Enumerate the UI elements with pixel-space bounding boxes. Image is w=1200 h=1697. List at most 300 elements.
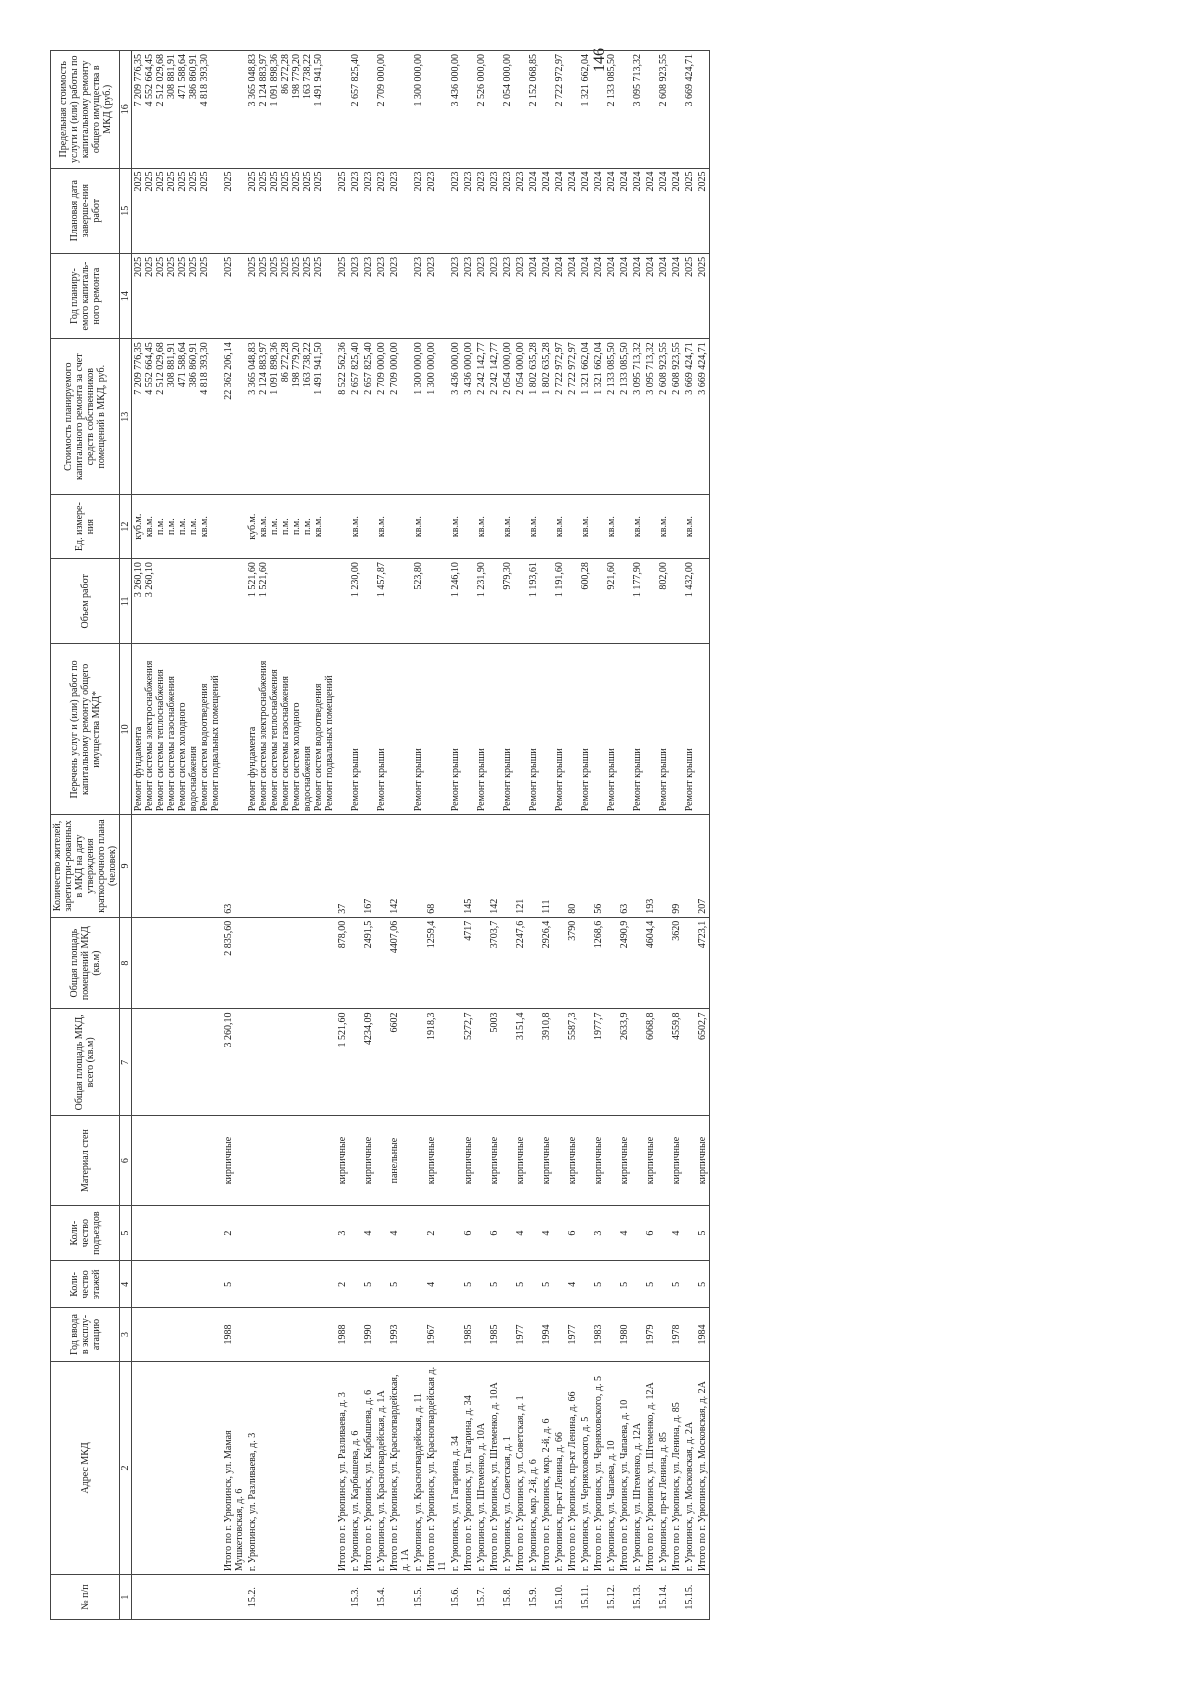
cell-cost: 1 802 635,28	[540, 339, 553, 495]
cell-work: Ремонт крыши	[605, 644, 618, 815]
cell-mat	[132, 1116, 223, 1206]
cell-limit: 1 300 000,00	[412, 51, 425, 169]
cell-area	[631, 1009, 644, 1116]
cell-address: Итого по г. Урюпинск, ул. Советская, д. 1	[514, 1361, 527, 1574]
table-row	[412, 51, 425, 1620]
table-row	[527, 51, 540, 1620]
column-header: Стоимость планируемого капитального ремонта за счет средств собственников помещений в МКД, руб.	[51, 339, 120, 495]
cell-vol: 1 177,90	[631, 559, 644, 644]
column-number: 1	[120, 1575, 132, 1620]
cell-work	[592, 644, 605, 815]
cell-work: Ремонт крыши	[579, 644, 592, 815]
cell-unit: куб.м. кв.м. п.м. п.м. п.м. п.м. кв.м.	[246, 495, 336, 559]
cell-ycap: 2025	[683, 253, 696, 338]
cell-ycap: 2024	[566, 253, 579, 338]
cell-ycap: 2025 2025 2025 2025 2025 2025 2025	[246, 253, 336, 338]
cell-area: 4559,8	[670, 1009, 683, 1116]
cell-vol	[222, 559, 246, 644]
cell-limit	[336, 51, 349, 169]
cell-floors	[349, 1261, 362, 1308]
cell-cost: 1 321 662,04	[592, 339, 605, 495]
cell-floors: 5	[488, 1261, 501, 1308]
cell-vol: 1 230,00	[349, 559, 362, 644]
cell-ycap: 2024	[618, 253, 631, 338]
cell-floors: 4	[566, 1261, 579, 1308]
cell-area2: 2491,5	[362, 917, 375, 1009]
cell-n: 15.5.	[412, 1575, 425, 1620]
cell-resid	[349, 815, 362, 917]
cell-vol: 1 191,60	[553, 559, 566, 644]
cell-limit: 2 054 000,00	[501, 51, 514, 169]
column-header: Общая площадь помещений МКД (кв.м)	[51, 917, 120, 1009]
cell-yend: 2023	[501, 168, 514, 253]
cell-mat	[527, 1116, 540, 1206]
column-number: 14	[120, 253, 132, 338]
column-number: 3	[120, 1308, 132, 1361]
cell-yend: 2024	[605, 168, 618, 253]
cell-work: Ремонт крыши	[683, 644, 696, 815]
cell-n: 15.8.	[501, 1575, 514, 1620]
cell-area	[605, 1009, 618, 1116]
cell-entr	[579, 1205, 592, 1261]
cell-yend: 2023	[449, 168, 462, 253]
cell-mat	[449, 1116, 462, 1206]
cell-entr	[475, 1205, 488, 1261]
cell-mat: кирпичные	[425, 1116, 449, 1206]
column-number: 2	[120, 1361, 132, 1574]
cell-n	[222, 1575, 246, 1620]
cell-address: Итого по г. Урюпинск, ул. Чапаева, д. 10	[618, 1361, 631, 1574]
cell-resid	[631, 815, 644, 917]
cell-unit	[222, 495, 246, 559]
cell-entr	[527, 1205, 540, 1261]
cell-ycap: 2025	[336, 253, 349, 338]
cell-n	[362, 1575, 375, 1620]
total-row	[644, 51, 657, 1620]
cell-n	[618, 1575, 631, 1620]
cell-address: Итого по г. Урюпинск, ул. Разливаева, д. 3	[336, 1361, 349, 1574]
cell-resid: 99	[670, 815, 683, 917]
cell-limit: 3 095 713,32	[631, 51, 644, 169]
cell-yend: 2023	[488, 168, 501, 253]
cell-work	[425, 644, 449, 815]
cell-limit: 2 152 068,85	[527, 51, 540, 169]
cell-entr: 2	[425, 1205, 449, 1261]
cell-entr	[553, 1205, 566, 1261]
cell-ycap: 2025 2025 2025 2025 2025 2025 2025	[132, 253, 223, 338]
cell-address: Итого по г. Урюпинск, ул. Ленина, д. 85	[670, 1361, 683, 1574]
cell-yend: 2024	[540, 168, 553, 253]
cell-vol: 1 457,87	[375, 559, 388, 644]
cell-entr	[349, 1205, 362, 1261]
cell-floors	[631, 1261, 644, 1308]
cell-area	[579, 1009, 592, 1116]
cell-cost: 3 669 424,71	[696, 339, 710, 495]
cell-work: Ремонт крыши	[631, 644, 644, 815]
cell-limit	[514, 51, 527, 169]
cell-cost: 2 657 825,40	[362, 339, 375, 495]
cell-limit	[222, 51, 246, 169]
cell-vol	[362, 559, 375, 644]
cell-cost: 2 608 923,55	[657, 339, 670, 495]
cell-unit	[362, 495, 375, 559]
cell-limit	[618, 51, 631, 169]
cell-entr: 5	[696, 1205, 710, 1261]
cell-resid: 111	[540, 815, 553, 917]
cell-unit: куб.м. кв.м. п.м. п.м. п.м. п.м. кв.м.	[132, 495, 223, 559]
cell-work: Ремонт фундамента Ремонт системы электроснабжения Ремонт системы теплоснабжения Ремонт системы газоснабжения Ремонт систем холодного водоснабжения Ремонт систем водоотведения Ремонт подвальных помещений	[246, 644, 336, 815]
cell-ycap: 2023	[488, 253, 501, 338]
cell-area2	[412, 917, 425, 1009]
cell-work	[644, 644, 657, 815]
cell-resid	[579, 815, 592, 917]
cell-resid	[501, 815, 514, 917]
cell-ycap: 2024	[631, 253, 644, 338]
total-row	[488, 51, 501, 1620]
cell-year: 1985	[488, 1308, 501, 1361]
column-header: Коли-чество подъездов	[51, 1205, 120, 1261]
cell-limit: 2 526 000,00	[475, 51, 488, 169]
cell-work: Ремонт крыши	[449, 644, 462, 815]
cell-ycap: 2023	[475, 253, 488, 338]
cell-year: 1980	[618, 1308, 631, 1361]
cell-work	[336, 644, 349, 815]
cell-yend: 2024	[644, 168, 657, 253]
cell-unit: кв.м.	[683, 495, 696, 559]
cell-address: г. Урюпинск, пр-кт Ленина, д. 85	[657, 1361, 670, 1574]
cell-ycap: 2024	[670, 253, 683, 338]
cell-resid: 167	[362, 815, 375, 917]
cell-ycap: 2024	[527, 253, 540, 338]
cell-mat	[605, 1116, 618, 1206]
cell-limit	[696, 51, 710, 169]
total-row	[336, 51, 349, 1620]
column-header: № п/п	[51, 1575, 120, 1620]
cell-cost: 3 095 713,32	[631, 339, 644, 495]
cell-limit: 2 722 972,97	[553, 51, 566, 169]
cell-n	[566, 1575, 579, 1620]
column-header: Объем работ	[51, 559, 120, 644]
cell-cost: 2 054 000,00	[514, 339, 527, 495]
cell-area2	[657, 917, 670, 1009]
cell-address: Итого по г. Урюпинск, ул. Гагарина, д. 34	[462, 1361, 475, 1574]
cell-work	[670, 644, 683, 815]
cell-resid: 121	[514, 815, 527, 917]
cell-limit	[462, 51, 475, 169]
cell-entr: 4	[514, 1205, 527, 1261]
cell-resid: 63	[222, 815, 246, 917]
cell-area2	[349, 917, 362, 1009]
cell-yend: 2024	[592, 168, 605, 253]
cell-yend: 2023	[362, 168, 375, 253]
cell-n	[488, 1575, 501, 1620]
cell-limit	[566, 51, 579, 169]
cell-floors: 5	[222, 1261, 246, 1308]
cell-address: Итого по г. Урюпинск, мкр. 2-й, д. 6	[540, 1361, 553, 1574]
cell-area2: 2490,9	[618, 917, 631, 1009]
cell-address: г. Урюпинск, ул. Штеменко, д. 12А	[631, 1361, 644, 1574]
cell-yend: 2024	[527, 168, 540, 253]
cell-vol	[566, 559, 579, 644]
cell-cost: 2 133 085,50	[618, 339, 631, 495]
cell-yend: 2023	[475, 168, 488, 253]
cell-resid: 193	[644, 815, 657, 917]
cell-mat	[657, 1116, 670, 1206]
cell-floors: 5	[514, 1261, 527, 1308]
column-number: 5	[120, 1205, 132, 1261]
cell-entr: 4	[362, 1205, 375, 1261]
cell-vol: 3 260,10 3 260,10	[132, 559, 223, 644]
cell-area2	[475, 917, 488, 1009]
cell-area2: 4407,06	[388, 917, 412, 1009]
cell-floors: 5	[670, 1261, 683, 1308]
column-number: 4	[120, 1261, 132, 1308]
cell-work	[462, 644, 475, 815]
cell-entr: 3	[336, 1205, 349, 1261]
cell-floors	[605, 1261, 618, 1308]
cell-unit: кв.м.	[349, 495, 362, 559]
cell-resid: 80	[566, 815, 579, 917]
cell-resid	[605, 815, 618, 917]
cell-address: г. Урюпинск, ул. Советская, д. 1	[501, 1361, 514, 1574]
cell-unit	[514, 495, 527, 559]
cell-unit	[425, 495, 449, 559]
cell-entr: 4	[618, 1205, 631, 1261]
column-number: 11	[120, 559, 132, 644]
cell-ycap: 2024	[553, 253, 566, 338]
cell-year	[683, 1308, 696, 1361]
cell-yend: 2025	[222, 168, 246, 253]
cell-unit	[592, 495, 605, 559]
cell-yend: 2024	[553, 168, 566, 253]
cell-area2	[246, 917, 336, 1009]
cell-unit	[462, 495, 475, 559]
cell-unit	[696, 495, 710, 559]
total-row	[696, 51, 710, 1620]
cell-unit: кв.м.	[579, 495, 592, 559]
cell-floors	[501, 1261, 514, 1308]
cell-area	[657, 1009, 670, 1116]
cell-resid: 142	[488, 815, 501, 917]
cell-year: 1979	[644, 1308, 657, 1361]
cell-floors: 5	[462, 1261, 475, 1308]
cell-vol	[696, 559, 710, 644]
cell-cost: 2 608 923,55	[670, 339, 683, 495]
cell-mat	[475, 1116, 488, 1206]
cell-resid	[449, 815, 462, 917]
cell-limit	[670, 51, 683, 169]
cell-limit	[388, 51, 412, 169]
cell-limit	[362, 51, 375, 169]
cell-floors: 5	[540, 1261, 553, 1308]
cell-floors: 5	[592, 1261, 605, 1308]
cell-area	[527, 1009, 540, 1116]
cell-vol: 600,28	[579, 559, 592, 644]
cell-work: Ремонт крыши	[553, 644, 566, 815]
column-number: 16	[120, 51, 132, 169]
cell-mat	[501, 1116, 514, 1206]
cell-resid	[527, 815, 540, 917]
cell-entr: 4	[388, 1205, 412, 1261]
cell-entr: 6	[488, 1205, 501, 1261]
cell-area	[553, 1009, 566, 1116]
cell-area2: 4717	[462, 917, 475, 1009]
table-row	[605, 51, 618, 1620]
total-row	[514, 51, 527, 1620]
cell-year	[412, 1308, 425, 1361]
cell-work: Ремонт крыши	[375, 644, 388, 815]
cell-year	[553, 1308, 566, 1361]
cell-resid	[475, 815, 488, 917]
cell-resid	[683, 815, 696, 917]
cell-area2	[375, 917, 388, 1009]
cell-vol	[336, 559, 349, 644]
cell-work: Ремонт крыши	[657, 644, 670, 815]
cell-vol: 921,60	[605, 559, 618, 644]
cell-mat: кирпичные	[566, 1116, 579, 1206]
cell-ycap: 2023	[425, 253, 449, 338]
cell-vol	[514, 559, 527, 644]
cell-cost: 3 669 424,71	[683, 339, 696, 495]
cell-cost: 2 133 085,50	[605, 339, 618, 495]
cell-area: 5587,3	[566, 1009, 579, 1116]
cell-n: 15.10.	[553, 1575, 566, 1620]
cell-floors	[246, 1261, 336, 1308]
column-number: 15	[120, 168, 132, 253]
cell-address: г. Урюпинск, ул. Карбышева, д. 6	[349, 1361, 362, 1574]
cell-n: 15.14.	[657, 1575, 670, 1620]
cell-n: 15.2.	[246, 1575, 336, 1620]
cell-ycap: 2023	[362, 253, 375, 338]
cell-limit	[425, 51, 449, 169]
cell-entr	[683, 1205, 696, 1261]
cell-cost: 7 209 776,35 4 552 664,45 2 512 029,68 308 881,91 471 588,64 386 860,91 4 818 393,30	[132, 339, 223, 495]
cell-address: г. Урюпинск, пр-кт Ленина, д. 66	[553, 1361, 566, 1574]
column-number: 12	[120, 495, 132, 559]
cell-address: Итого по г. Урюпинск, ул. Красногвардейская д. 11	[425, 1361, 449, 1574]
table-row	[375, 51, 388, 1620]
cell-area: 3910,8	[540, 1009, 553, 1116]
cell-work	[488, 644, 501, 815]
cell-limit: 7 209 776,35 4 552 664,45 2 512 029,68 308 881,91 471 588,64 386 860,91 4 818 393,30	[132, 51, 223, 169]
cell-work: Ремонт крыши	[475, 644, 488, 815]
cell-address: Итого по г. Урюпинск, ул. Мамая Мушкетовская, д. 6	[222, 1361, 246, 1574]
cell-address: г. Урюпинск, ул. Красногвардейская, д. 11	[412, 1361, 425, 1574]
column-number: 6	[120, 1116, 132, 1206]
cell-floors	[375, 1261, 388, 1308]
cell-unit: кв.м.	[657, 495, 670, 559]
table-row	[449, 51, 462, 1620]
cell-cost: 8 522 562,36	[336, 339, 349, 495]
cell-mat: кирпичные	[488, 1116, 501, 1206]
cell-limit: 2 133 085,50	[605, 51, 618, 169]
cell-vol: 523,80	[412, 559, 425, 644]
cell-year: 1988	[336, 1308, 349, 1361]
cell-year	[657, 1308, 670, 1361]
cell-cost: 1 321 662,04	[579, 339, 592, 495]
cell-unit: кв.м.	[412, 495, 425, 559]
cell-unit: кв.м.	[501, 495, 514, 559]
cell-n	[514, 1575, 527, 1620]
cell-cost: 3 436 000,00	[462, 339, 475, 495]
cell-area	[449, 1009, 462, 1116]
cell-ycap: 2023	[449, 253, 462, 338]
cell-cost: 2 242 142,77	[488, 339, 501, 495]
table-row	[501, 51, 514, 1620]
cell-n	[644, 1575, 657, 1620]
cell-address: г. Урюпинск, ул. Гагарина, д. 34	[449, 1361, 462, 1574]
cell-cost: 22 362 206,14	[222, 339, 246, 495]
cell-ycap: 2024	[605, 253, 618, 338]
cell-area: 5003	[488, 1009, 501, 1116]
cell-cost: 3 095 713,32	[644, 339, 657, 495]
cell-area2	[683, 917, 696, 1009]
cell-area	[475, 1009, 488, 1116]
cell-vol	[644, 559, 657, 644]
cell-unit: кв.м.	[527, 495, 540, 559]
cell-floors: 4	[425, 1261, 449, 1308]
cell-area: 5272,7	[462, 1009, 475, 1116]
cell-area2	[527, 917, 540, 1009]
cell-area: 6068,8	[644, 1009, 657, 1116]
cell-year	[132, 1308, 223, 1361]
table-row	[349, 51, 362, 1620]
cell-area2: 2 835,60	[222, 917, 246, 1009]
cell-address: Итого по г. Урюпинск, ул. Штеменко, д. 12А	[644, 1361, 657, 1574]
cell-entr: 3	[592, 1205, 605, 1261]
cell-mat	[375, 1116, 388, 1206]
cell-resid	[412, 815, 425, 917]
cell-resid	[246, 815, 336, 917]
cell-resid: 56	[592, 815, 605, 917]
cell-area: 2633,9	[618, 1009, 631, 1116]
cell-ycap: 2023	[388, 253, 412, 338]
cell-entr: 4	[540, 1205, 553, 1261]
cell-yend: 2024	[579, 168, 592, 253]
cell-area: 1918,3	[425, 1009, 449, 1116]
column-number: 10	[120, 644, 132, 815]
cell-year: 1983	[592, 1308, 605, 1361]
table-row	[683, 51, 696, 1620]
cell-area2: 1259,4	[425, 917, 449, 1009]
cell-n: 15.13.	[631, 1575, 644, 1620]
column-header: Количество жителей, зарегистри-рованных в МКД на дату утверждения краткосрочного плана (человек)	[51, 815, 120, 917]
cell-area: 1 521,60	[336, 1009, 349, 1116]
cell-entr: 6	[566, 1205, 579, 1261]
cell-floors: 5	[618, 1261, 631, 1308]
cell-area: 4234,09	[362, 1009, 375, 1116]
cell-mat: кирпичные	[362, 1116, 375, 1206]
cell-limit: 2 608 923,55	[657, 51, 670, 169]
cell-entr	[375, 1205, 388, 1261]
cell-area2	[553, 917, 566, 1009]
cell-n: 15.4.	[375, 1575, 388, 1620]
column-number-row	[120, 51, 132, 1620]
cell-vol	[592, 559, 605, 644]
cell-unit	[388, 495, 412, 559]
column-number: 13	[120, 339, 132, 495]
cell-limit: 2 657 825,40	[349, 51, 362, 169]
column-header: Плановая дата заверше-ния работ	[51, 168, 120, 253]
cell-address: Итого по г. Урюпинск, пр-кт Ленина, д. 66	[566, 1361, 579, 1574]
cell-vol: 979,30	[501, 559, 514, 644]
cell-yend: 2025	[696, 168, 710, 253]
cell-address: г. Урюпинск, ул. Московская, д. 2А	[683, 1361, 696, 1574]
cell-limit: 3 669 424,71	[683, 51, 696, 169]
cell-yend: 2023	[349, 168, 362, 253]
cell-vol	[488, 559, 501, 644]
cell-address: г. Урюпинск, ул. Разливаева, д. 3	[246, 1361, 336, 1574]
